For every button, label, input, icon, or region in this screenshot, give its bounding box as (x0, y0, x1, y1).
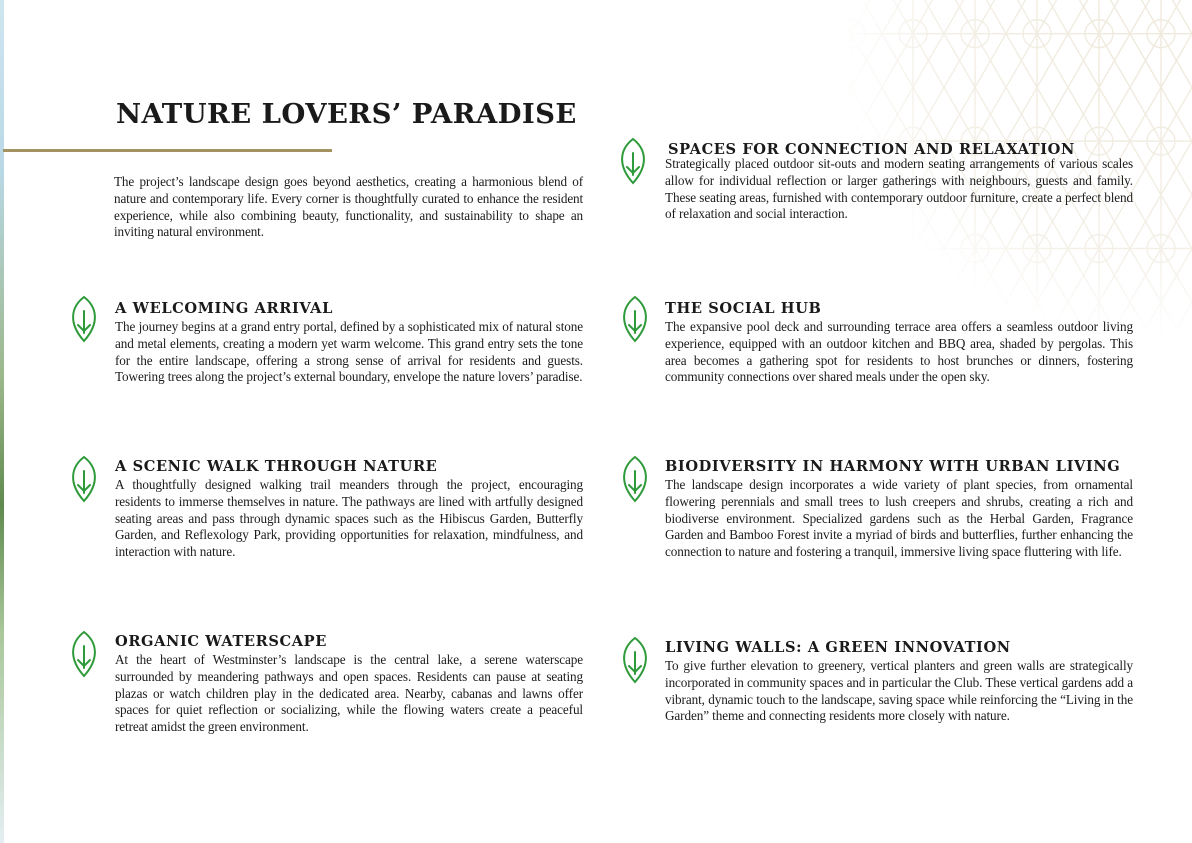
section-body: A thoughtfully designed walking trail meanders through the project, encouraging residents to immerse themselves in nature. The pathways are lined with artfully designed seating areas and pass through dynamic spaces such as the Hibiscus Garden, Butterfly Garden, and Reflexology Park, providing opportunities for relaxation, mindfulness, and interaction with nature. (115, 477, 583, 560)
left-edge-photo-strip (0, 0, 4, 843)
leaf-icon (67, 295, 101, 343)
section-social-hub (665, 300, 1133, 386)
section-body: To give further elevation to greenery, vertical planters and green walls are strategically incorporated in community spaces and in particular the Club. These vertical gardens add a vibrant, dynamic touch to the landscape, saving space while reinforcing the “Living in the Garden” theme and connecting residents more closely with nature. (665, 658, 1133, 724)
section-body: Strategically placed outdoor sit-outs and modern seating arrangements of various scales allow for individual reflection or larger gatherings with neighbours, guests and family. These seating areas, furnished with contemporary outdoor furniture, create a perfect blend of relaxation and social interaction. (665, 156, 1133, 222)
section-organic-waterscape (115, 633, 583, 736)
section-heading: LIVING WALLS: A GREEN INNOVATION (665, 639, 1011, 656)
intro-paragraph: The project’s landscape design goes beyond aesthetics, creating a harmonious blend of nature and contemporary life. Every corner is thoughtfully curated to enhance the resident experience, while also combining beauty, functionality, and sustainability to shape an inviting natural environment. (114, 174, 583, 240)
section-heading: ORGANIC WATERSCAPE (115, 633, 327, 650)
section-welcoming-arrival (115, 300, 583, 386)
section-body: The landscape design incorporates a wide variety of plant species, from ornamental flowering perennials and small trees to lush creepers and shrubs, creating a rich and biodiverse environment. Specialized gardens such as the Herbal Garden, Fragrance Garden and Bamboo Forest invite a myriad of birds and butterflies, further enhancing the connection to nature and fostering a tranquil, immersive living space fluttering with life. (665, 477, 1133, 560)
section-body: The journey begins at a grand entry portal, defined by a sophisticated mix of natural stone and metal elements, creating a modern yet warm welcome. This grand entry sets the tone for the entire landscape, offering a strong sense of arrival for residents and guests. Towering trees along the project’s external boundary, envelope the nature lovers’ paradise. (115, 319, 583, 385)
section-biodiversity (665, 458, 1133, 561)
leaf-icon (618, 295, 652, 343)
page-title: NATURE LOVERS’ PARADISE (116, 98, 577, 130)
section-body: The expansive pool deck and surrounding terrace area offers a seamless outdoor living experience, equipped with an outdoor kitchen and BBQ area, shaded by pergolas. This area becomes a gathering spot for residents to host brunches or dinners, fostering community connections over shared meals under the open sky. (665, 319, 1133, 385)
leaf-icon (67, 455, 101, 503)
title-underline-rule (3, 149, 332, 152)
section-connection-relaxation (665, 141, 1133, 223)
section-heading: A SCENIC WALK THROUGH NATURE (115, 458, 438, 475)
leaf-icon (616, 137, 650, 185)
leaf-icon (67, 630, 101, 678)
section-scenic-walk (115, 458, 583, 561)
section-body: At the heart of Westminster’s landscape is the central lake, a serene waterscape surrounded by meandering pathways and open spaces. Residents can pause at seating plazas or watch children play in the dedicated area. Nearby, cabanas and lawns offer spaces for quiet reflection or socializing, while the flowing waters create a peaceful retreat amidst the green environment. (115, 652, 583, 735)
section-heading: A WELCOMING ARRIVAL (115, 300, 333, 317)
section-heading: BIODIVERSITY IN HARMONY WITH URBAN LIVING (665, 458, 1121, 475)
leaf-icon (618, 636, 652, 684)
section-heading: SPACES FOR CONNECTION AND RELAXATION (668, 141, 1075, 158)
section-living-walls (665, 639, 1133, 725)
section-heading: THE SOCIAL HUB (665, 300, 822, 317)
leaf-icon (618, 455, 652, 503)
